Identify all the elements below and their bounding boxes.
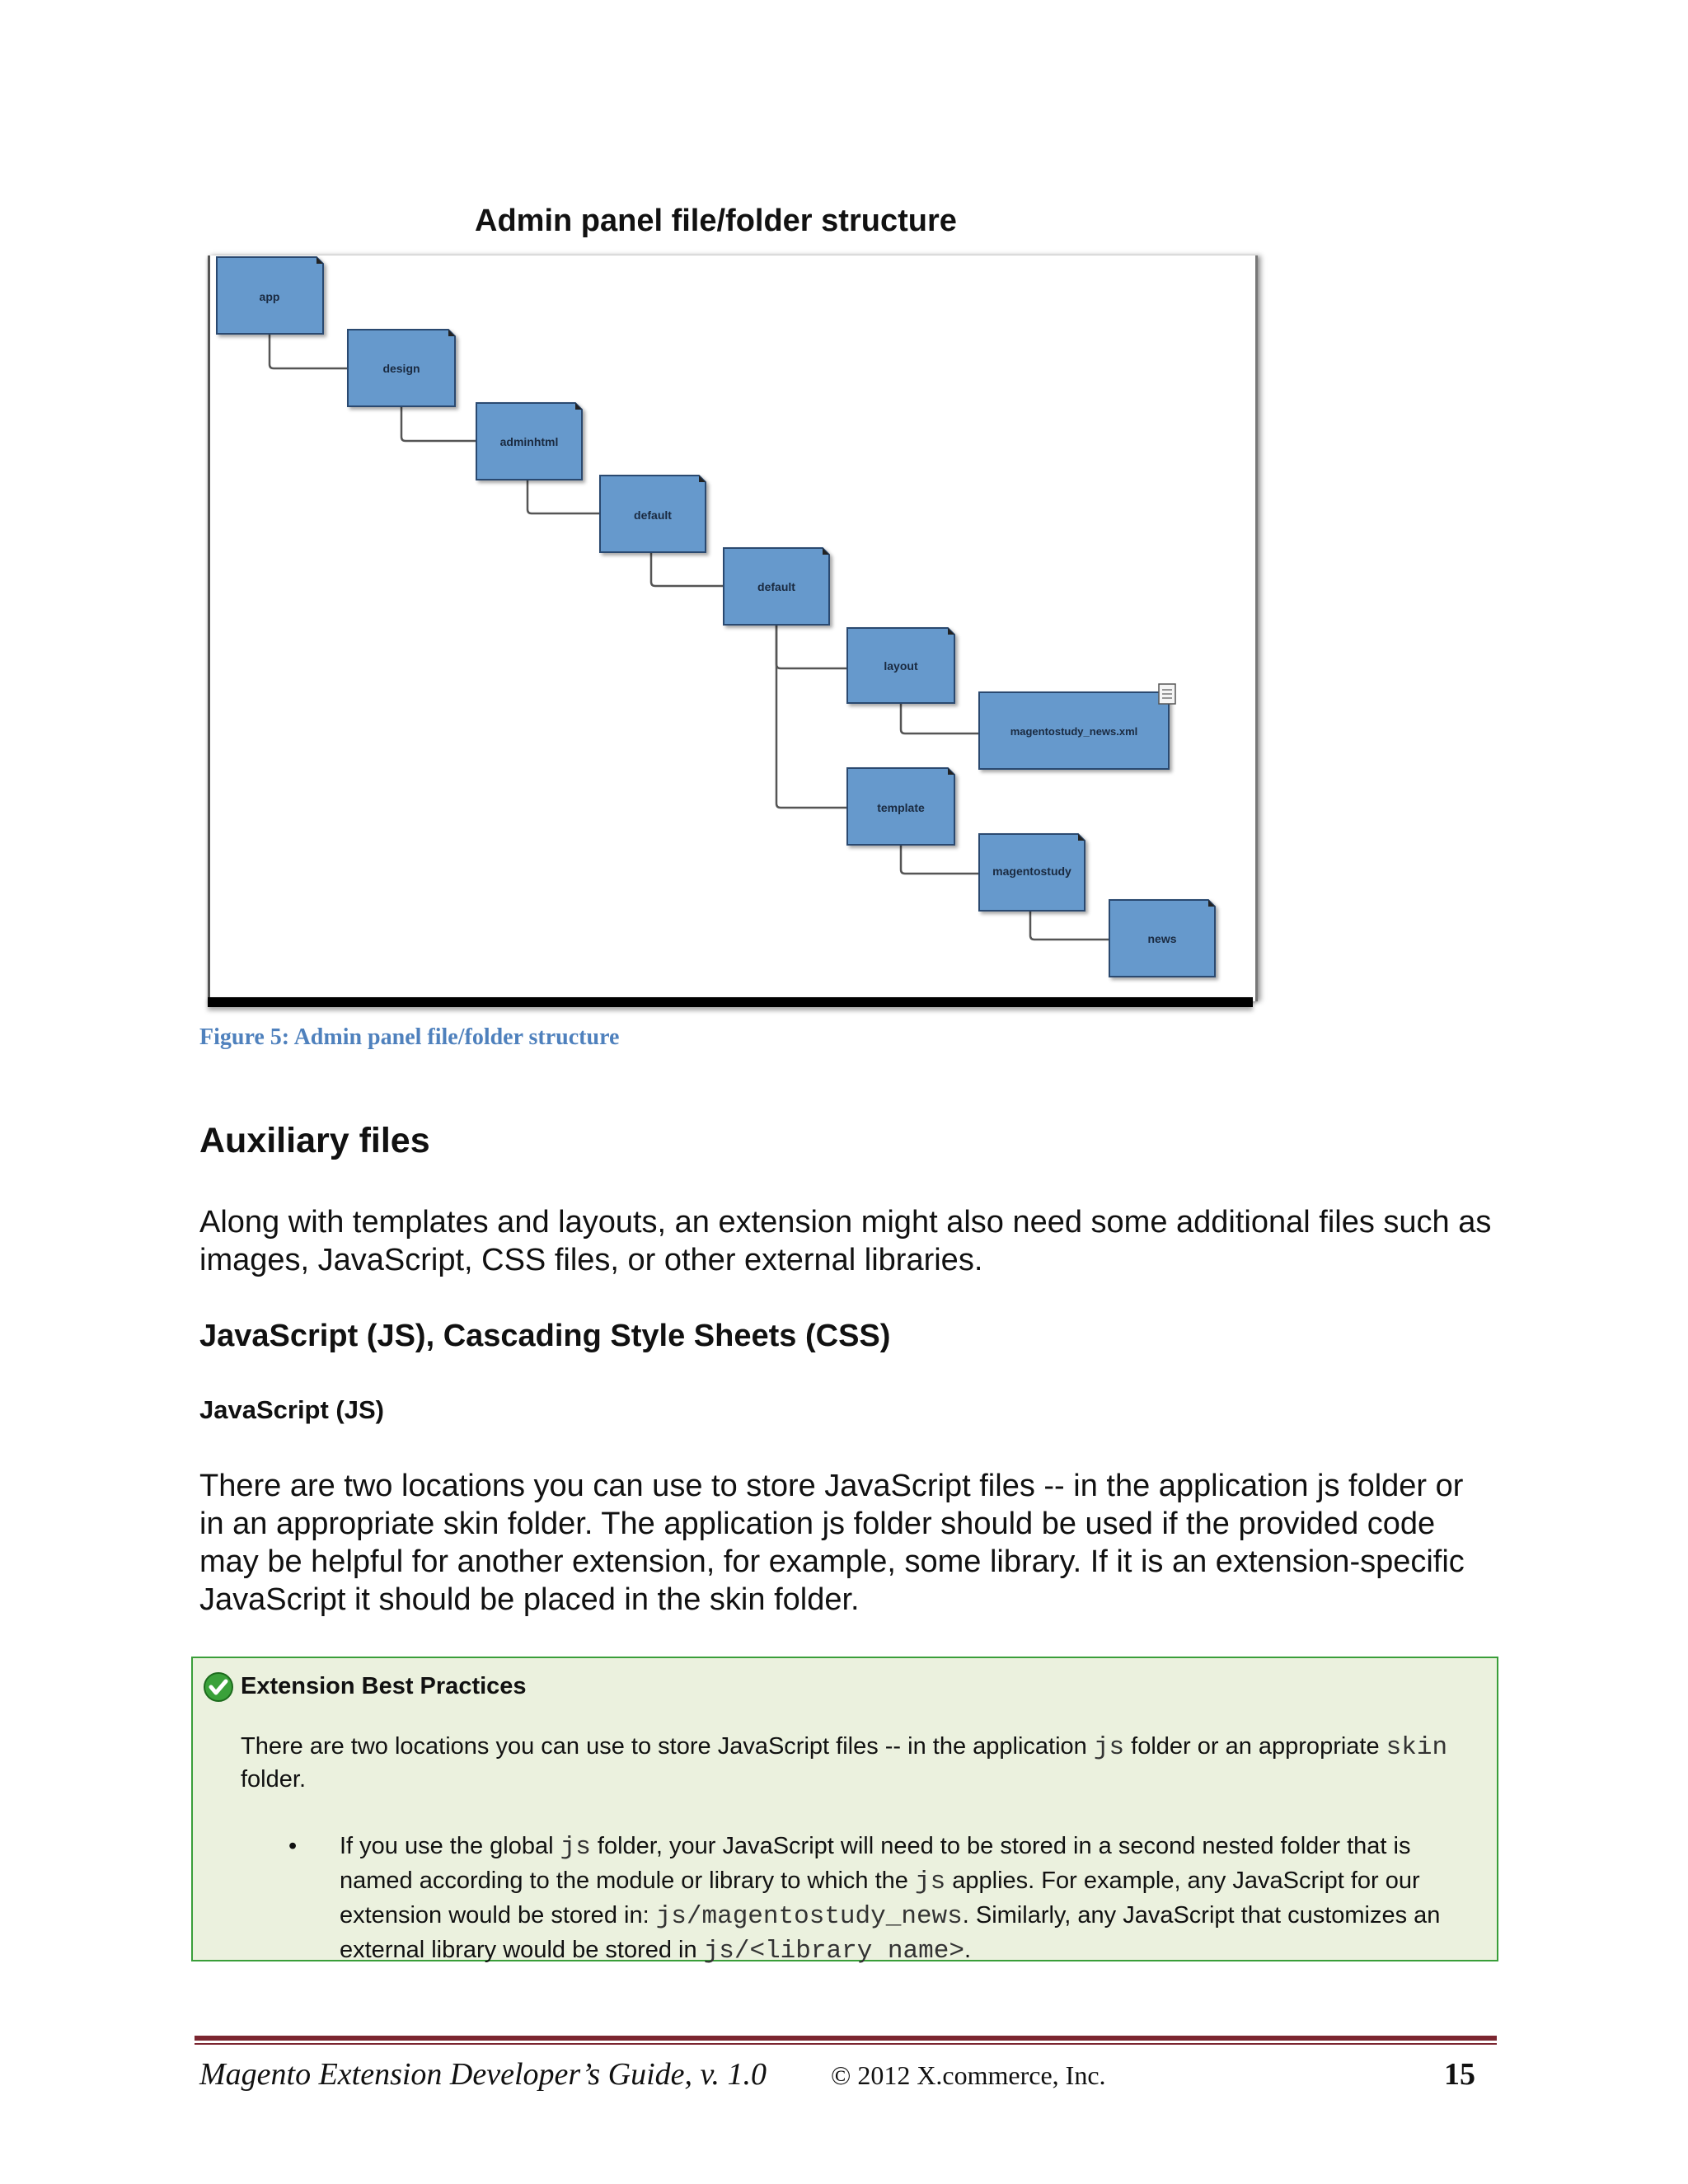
js-paragraph: There are two locations you can use to store JavaScript files -- in the application js folder or in an appropriate skin folder. The application js folder should be used if the provided code may be helpful for another extension, for example, some library. If it is an extension-specific JavaScript it should be placed in the skin folder. xyxy=(199,1469,1465,1617)
best-practices-title: Extension Best Practices xyxy=(241,1673,527,1699)
folder-label-layout: layout xyxy=(884,659,918,673)
best-practices-text: There are two locations you can use to store JavaScript files -- in the application js folder or an appropriate skin folder. xyxy=(241,1733,1448,1793)
subsection-heading: JavaScript (JS), Cascading Style Sheets (CSS) xyxy=(199,1319,891,1353)
footer-rule-thin xyxy=(195,2043,1497,2045)
footer-copyright: © 2012 X.commerce, Inc. xyxy=(831,2060,1106,2090)
folder-label-app: app xyxy=(259,290,280,303)
connector-design-adminhtml xyxy=(401,406,476,441)
folder-label-template: template xyxy=(877,801,925,814)
folder-label-magentostudy: magentostudy xyxy=(992,865,1071,878)
intro-paragraph: Along with templates and layouts, an extension might also need some additional files such as images, JavaScript, CSS files, or other external libraries. xyxy=(199,1205,1492,1277)
document-icon xyxy=(1159,684,1175,704)
connector-adminhtml-default xyxy=(528,480,600,513)
bullet: • xyxy=(288,1833,298,1859)
file-label-xml: magentostudy_news.xml xyxy=(1010,725,1138,738)
connector-default-template xyxy=(776,625,847,808)
connector-magentostudy-news xyxy=(1030,911,1109,940)
folder-label-news: news xyxy=(1147,932,1177,945)
list-item: • If you use the global js folder, your JavaScript will need to be stored in a second nested folder that is named according to the module or library to which the js applies. For example, any JavaScript for our extension would be stored in: js/magentostudy_news. Similarly, any JavaScript that customizes an external library would be stored in js/<library name>. xyxy=(241,1830,1477,1968)
folder-label-default-theme: default xyxy=(757,580,795,593)
connector-default-default xyxy=(651,552,724,586)
folder-label-adminhtml: adminhtml xyxy=(499,435,559,448)
code-js: js xyxy=(1093,1733,1125,1762)
subsubsection-heading: JavaScript (JS) xyxy=(199,1395,384,1424)
section-heading: Auxiliary files xyxy=(199,1121,430,1160)
footer-title: Magento Extension Developer’s Guide, v. 1.0 xyxy=(199,2057,767,2092)
page-number: 15 xyxy=(1444,2057,1475,2092)
best-practices-box xyxy=(191,1657,1498,1966)
connector-default-layout xyxy=(776,625,847,668)
folder-label-default: default xyxy=(634,509,672,522)
folder-label-design: design xyxy=(382,362,420,375)
best-practices-list xyxy=(241,1830,1477,1968)
code-skin: skin xyxy=(1386,1733,1448,1762)
checkmark-icon xyxy=(203,1671,234,1703)
connector-template-magentostudy xyxy=(901,845,979,874)
connector-layout-xml xyxy=(901,703,979,733)
folder-structure-diagram xyxy=(0,0,1688,1014)
figure-caption: Figure 5: Admin panel file/folder structure xyxy=(199,1024,620,1050)
connector-app-design xyxy=(270,334,348,368)
figure-heading: Admin panel file/folder structure xyxy=(475,204,957,238)
footer-rule xyxy=(195,2036,1497,2041)
